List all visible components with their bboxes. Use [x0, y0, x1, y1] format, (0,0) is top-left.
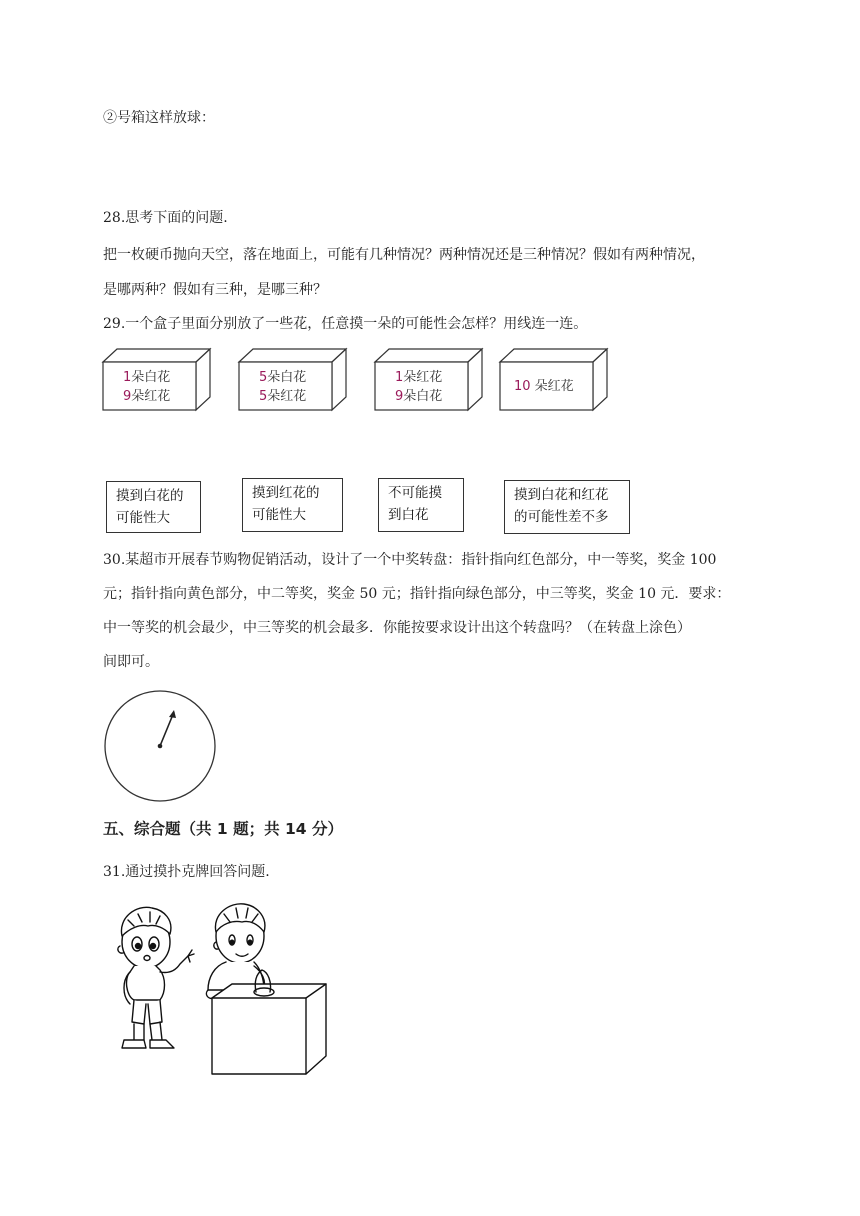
svg-text:9朵白花: 9朵白花 [395, 389, 443, 404]
q30-line1: 30.某超市开展春节购物促销活动，设计了一个中奖转盘：指针指向红色部分，中一等奖，奖金 100 [103, 552, 717, 568]
spinner-dial [104, 690, 218, 802]
label-no-white: 不可能摸 到白花 [378, 478, 464, 532]
q30-line4: 间即可。 [103, 654, 159, 670]
flower-box-3 [375, 348, 483, 412]
svg-text:10 朵红花: 10 朵红花 [514, 379, 574, 394]
svg-text:5朵白花: 5朵白花 [259, 370, 307, 385]
q30-line2: 元；指针指向黄色部分，中二等奖，奖金 50 元；指针指向绿色部分，中三等奖，奖金 10 元．要求： [103, 586, 731, 602]
label-red-likely: 摸到红花的 可能性大 [242, 478, 343, 532]
q28-line2: 是哪两种？假如有三种，是哪三种？ [103, 282, 327, 298]
flower-box-2 [239, 348, 347, 412]
q28-title: 28.思考下面的问题. [103, 210, 228, 226]
svg-text:1朵红花: 1朵红花 [395, 370, 443, 385]
section-5-heading: 五、综合题（共 1 题；共 14 分） [103, 820, 343, 838]
svg-text:5朵红花: 5朵红花 [259, 389, 307, 404]
q28-line1: 把一枚硬币抛向天空，落在地面上，可能有几种情况？两种情况还是三种情况？假如有两种情况， [103, 247, 705, 263]
boys-drawing-cards-illustration [104, 900, 334, 1082]
svg-text:9朵红花: 9朵红花 [123, 389, 171, 404]
svg-text:1朵白花: 1朵白花 [123, 370, 171, 385]
q29-title: 29.一个盒子里面分别放了一些花，任意摸一朵的可能性会怎样？用线连一连。 [103, 316, 588, 332]
label-equal: 摸到白花和红花 的可能性差不多 [504, 480, 630, 534]
label-white-likely: 摸到白花的 可能性大 [106, 481, 201, 533]
q30-line3: 中一等奖的机会最少，中三等奖的机会最多．你能按要求设计出这个转盘吗？（在转盘上涂色） [103, 620, 691, 636]
question-box2-text: ②号箱这样放球： [103, 110, 215, 126]
flower-box-1 [103, 348, 211, 412]
flower-box-4 [500, 348, 608, 412]
q31-title: 31.通过摸扑克牌回答问题. [103, 864, 270, 880]
